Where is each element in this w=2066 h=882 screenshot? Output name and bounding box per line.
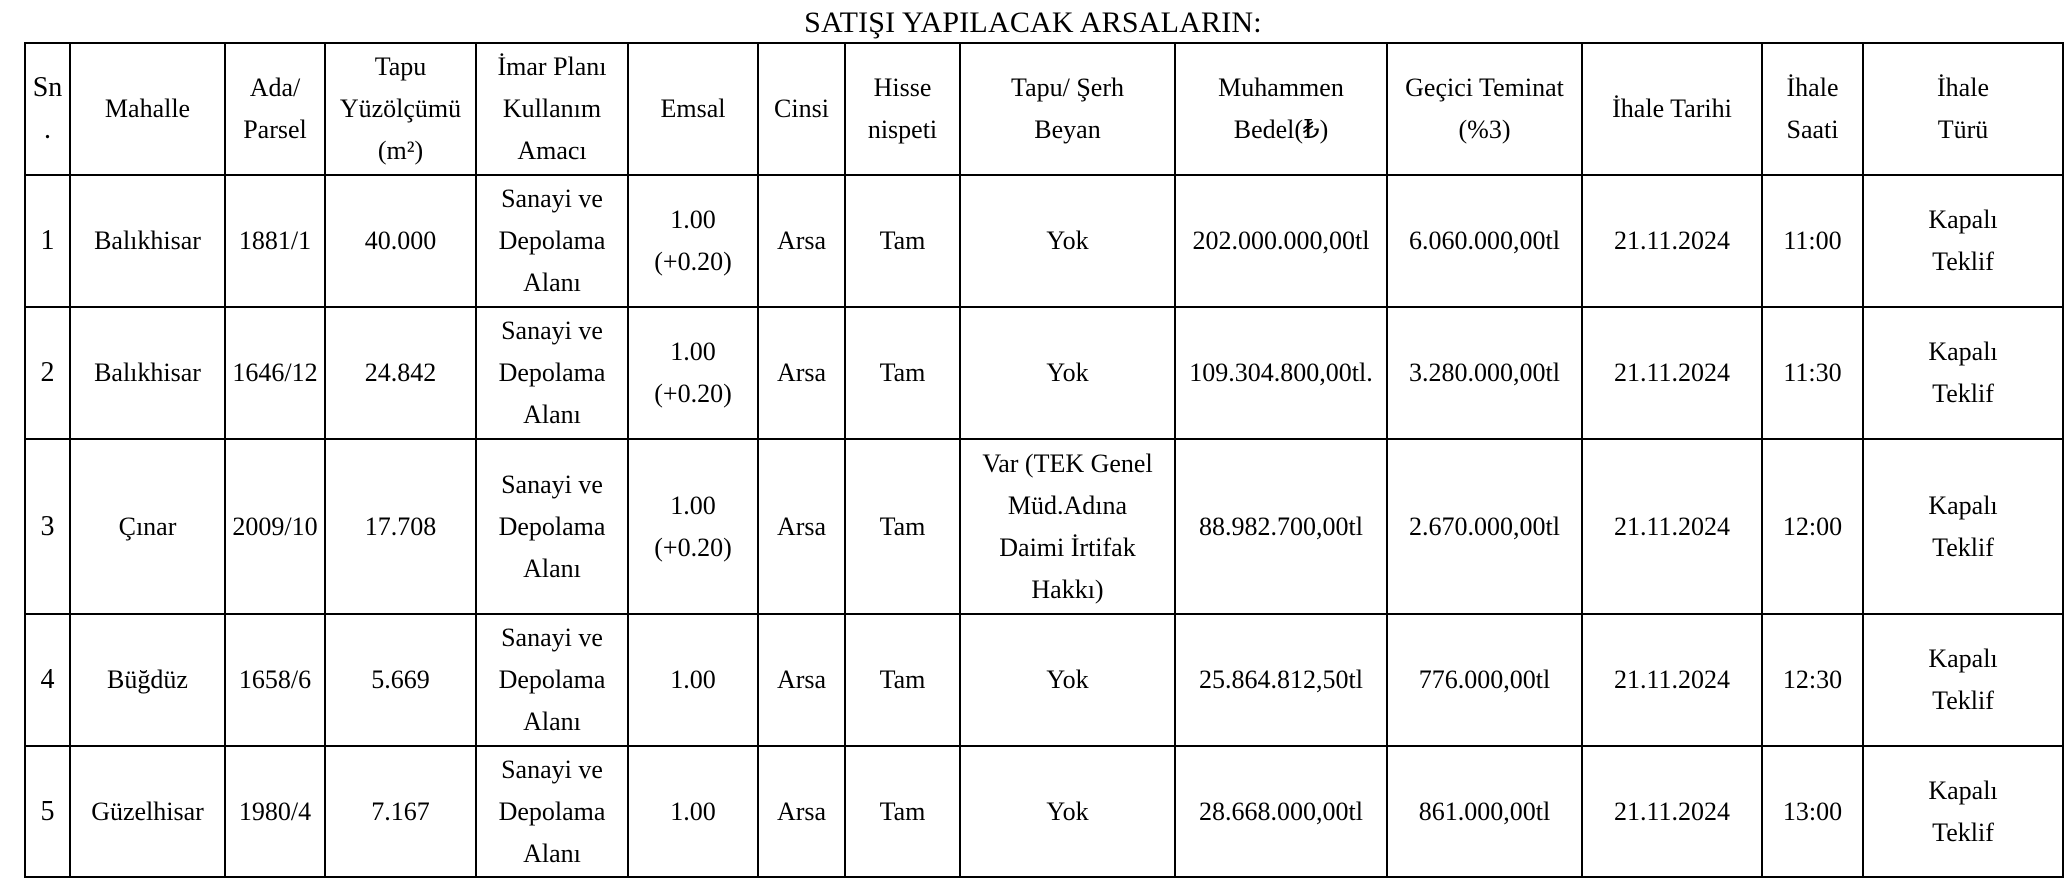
- cell-ada-parsel: 1881/1: [225, 175, 325, 307]
- cell-ihale-tarihi: 21.11.2024: [1582, 746, 1762, 877]
- cell-mahalle: Balıkhisar: [70, 175, 225, 307]
- cell-gecici-teminat: 776.000,00tl: [1387, 614, 1582, 746]
- column-header-gecici-teminat: Geçici Teminat (%3): [1387, 43, 1582, 175]
- cell-cinsi: Arsa: [758, 439, 845, 614]
- cell-mahalle: Balıkhisar: [70, 307, 225, 439]
- cell-tapu-serh-beyan: Yok: [960, 614, 1175, 746]
- cell-ihale-saati: 13:00: [1762, 746, 1863, 877]
- cell-cinsi: Arsa: [758, 307, 845, 439]
- cell-cinsi: Arsa: [758, 746, 845, 877]
- cell-hisse-nispeti: Tam: [845, 746, 960, 877]
- cell-ihale-tarihi: 21.11.2024: [1582, 307, 1762, 439]
- cell-hisse-nispeti: Tam: [845, 439, 960, 614]
- cell-imar-plani: Sanayi ve Depolama Alanı: [476, 175, 628, 307]
- cell-muhammen-bedel: 202.000.000,00tl: [1175, 175, 1387, 307]
- cell-imar-plani: Sanayi ve Depolama Alanı: [476, 614, 628, 746]
- cell-emsal: 1.00 (+0.20): [628, 439, 758, 614]
- cell-mahalle: Güzelhisar: [70, 746, 225, 877]
- cell-sn: 5: [25, 746, 70, 877]
- table-header-row: [25, 43, 2063, 175]
- cell-muhammen-bedel: 28.668.000,00tl: [1175, 746, 1387, 877]
- cell-ada-parsel: 1658/6: [225, 614, 325, 746]
- column-header-muhammen-bedel: Muhammen Bedel(₺): [1175, 43, 1387, 175]
- cell-sn: 2: [25, 307, 70, 439]
- cell-tapu-yuzolcumu: 40.000: [325, 175, 476, 307]
- cell-cinsi: Arsa: [758, 175, 845, 307]
- document-title: SATIŞI YAPILACAK ARSALARIN:: [804, 6, 1262, 39]
- cell-ada-parsel: 1980/4: [225, 746, 325, 877]
- column-header-ihale-saati: İhale Saati: [1762, 43, 1863, 175]
- table-row: [25, 175, 2063, 307]
- column-header-ada-parsel: Ada/ Parsel: [225, 43, 325, 175]
- cell-tapu-yuzolcumu: 24.842: [325, 307, 476, 439]
- cell-emsal: 1.00 (+0.20): [628, 175, 758, 307]
- cell-tapu-yuzolcumu: 7.167: [325, 746, 476, 877]
- cell-sn: 3: [25, 439, 70, 614]
- cell-muhammen-bedel: 88.982.700,00tl: [1175, 439, 1387, 614]
- cell-tapu-serh-beyan: Yok: [960, 307, 1175, 439]
- table-row: [25, 439, 2063, 614]
- land-sale-table: [24, 42, 2064, 878]
- table-row: [25, 746, 2063, 877]
- cell-muhammen-bedel: 109.304.800,00tl.: [1175, 307, 1387, 439]
- column-header-tapu-yuzolcumu: Tapu Yüzölçümü (m²): [325, 43, 476, 175]
- cell-ihale-turu: Kapalı Teklif: [1863, 439, 2063, 614]
- cell-ada-parsel: 1646/12: [225, 307, 325, 439]
- cell-ihale-turu: Kapalı Teklif: [1863, 307, 2063, 439]
- table-row: [25, 307, 2063, 439]
- cell-imar-plani: Sanayi ve Depolama Alanı: [476, 307, 628, 439]
- cell-ihale-tarihi: 21.11.2024: [1582, 439, 1762, 614]
- table-row: [25, 614, 2063, 746]
- cell-tapu-serh-beyan: Yok: [960, 175, 1175, 307]
- cell-ihale-saati: 12:30: [1762, 614, 1863, 746]
- cell-ihale-saati: 11:30: [1762, 307, 1863, 439]
- cell-gecici-teminat: 2.670.000,00tl: [1387, 439, 1582, 614]
- cell-tapu-serh-beyan: Yok: [960, 746, 1175, 877]
- cell-ihale-tarihi: 21.11.2024: [1582, 614, 1762, 746]
- cell-ada-parsel: 2009/10: [225, 439, 325, 614]
- cell-imar-plani: Sanayi ve Depolama Alanı: [476, 746, 628, 877]
- column-header-sn: Sn .: [25, 43, 70, 175]
- cell-tapu-yuzolcumu: 5.669: [325, 614, 476, 746]
- column-header-imar-plani: İmar Planı Kullanım Amacı: [476, 43, 628, 175]
- column-header-cinsi: Cinsi: [758, 43, 845, 175]
- cell-hisse-nispeti: Tam: [845, 175, 960, 307]
- cell-mahalle: Büğdüz: [70, 614, 225, 746]
- cell-muhammen-bedel: 25.864.812,50tl: [1175, 614, 1387, 746]
- cell-tapu-serh-beyan: Var (TEK Genel Müd.Adına Daimi İrtifak Hakkı): [960, 439, 1175, 614]
- cell-gecici-teminat: 6.060.000,00tl: [1387, 175, 1582, 307]
- cell-ihale-turu: Kapalı Teklif: [1863, 746, 2063, 877]
- cell-hisse-nispeti: Tam: [845, 307, 960, 439]
- cell-cinsi: Arsa: [758, 614, 845, 746]
- cell-ihale-turu: Kapalı Teklif: [1863, 175, 2063, 307]
- column-header-emsal: Emsal: [628, 43, 758, 175]
- cell-sn: 4: [25, 614, 70, 746]
- cell-sn: 1: [25, 175, 70, 307]
- cell-gecici-teminat: 861.000,00tl: [1387, 746, 1582, 877]
- cell-mahalle: Çınar: [70, 439, 225, 614]
- cell-hisse-nispeti: Tam: [845, 614, 960, 746]
- cell-ihale-saati: 12:00: [1762, 439, 1863, 614]
- cell-ihale-turu: Kapalı Teklif: [1863, 614, 2063, 746]
- column-header-ihale-turu: İhale Türü: [1863, 43, 2063, 175]
- cell-gecici-teminat: 3.280.000,00tl: [1387, 307, 1582, 439]
- cell-ihale-tarihi: 21.11.2024: [1582, 175, 1762, 307]
- cell-emsal: 1.00 (+0.20): [628, 307, 758, 439]
- cell-ihale-saati: 11:00: [1762, 175, 1863, 307]
- column-header-ihale-tarihi: İhale Tarihi: [1582, 43, 1762, 175]
- cell-emsal: 1.00: [628, 614, 758, 746]
- column-header-mahalle: Mahalle: [70, 43, 225, 175]
- column-header-tapu-serh-beyan: Tapu/ Şerh Beyan: [960, 43, 1175, 175]
- cell-imar-plani: Sanayi ve Depolama Alanı: [476, 439, 628, 614]
- cell-emsal: 1.00: [628, 746, 758, 877]
- column-header-hisse-nispeti: Hisse nispeti: [845, 43, 960, 175]
- cell-tapu-yuzolcumu: 17.708: [325, 439, 476, 614]
